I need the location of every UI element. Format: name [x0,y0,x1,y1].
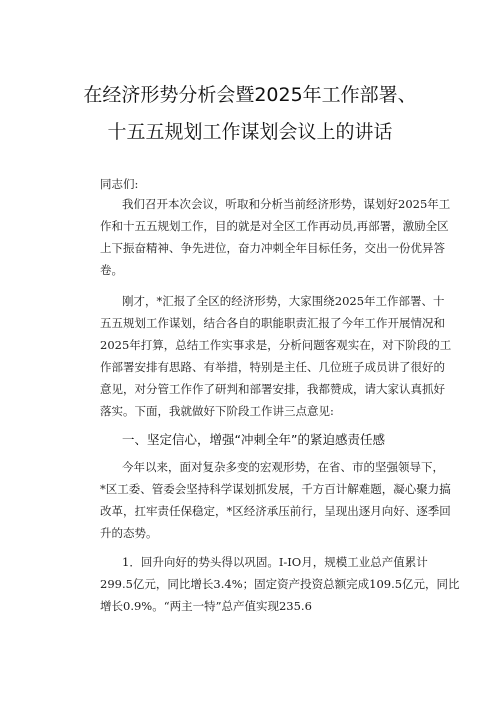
document-title-line-1: 在经济形势分析会暨2025年工作部署、 [83,84,417,106]
paragraph-line: 2025年打算，总结工作实事求是，分析问题客观实在，对下阶段的工 [100,338,452,352]
paragraph-line: *区工委、管委会坚持科学谋划抓发展，千方百计解难题，凝心聚力搞 [100,482,451,496]
paragraph-line: 刚才，*汇报了全区的经济形势，大家围绕2025年工作部署、十 [122,294,445,308]
paragraph-line: 今年以来，面对复杂多变的宏观形势，在省、市的坚强领导下， [122,460,444,474]
paragraph-line: 1．回升向好的势头得以巩固。I-IO月，规模工业总产值累计 [122,555,428,569]
paragraph-line: 卷。 [100,263,123,277]
paragraph-line: 意见，对分管工作作了研判和部署安排，我都赞成，请大家认真抓好 [100,382,445,396]
paragraph-line: 增长0.9%。“两主一特”总产值实现235.6 [100,599,312,613]
paragraph-point-1 [100,551,460,617]
section-heading-1: 一、坚定信心，增强“冲刺全年”的紧迫感责任感 [122,432,385,447]
paragraph-review [100,290,452,422]
paragraph-situation [100,456,451,544]
paragraph-line: 作和十五五规划工作，目的就是对全区工作再动员,再部署，激励全区 [100,219,449,233]
paragraph-line: 299.5亿元，同比增长3.4%；固定资产投资总额完成109.5亿元，同比 [100,577,460,591]
paragraph-line: 我们召开本次会议，听取和分析当前经济形势，谋划好2025年工 [122,197,451,211]
document-title-line-2: 十五五规划工作谋划会议上的讲话 [107,121,393,143]
paragraph-opening [100,193,451,281]
paragraph-line: 改革，扛牢责任保稳定，*区经济承压前行，呈现出逐月向好、逐季回 [100,504,451,518]
paragraph-line: 落实。下面，我就做好下阶段工作讲三点意见: [100,404,334,418]
salutation: 同志们: [100,177,139,191]
paragraph-line: 作部署安排有思路、有举措，特别是主任、几位班子成员讲了很好的 [100,360,445,374]
paragraph-line: 五五规划工作谋划，结合各自的职能职责汇报了今年工作开展情况和 [100,316,445,330]
paragraph-line: 上下振奋精神、争先进位，奋力冲刺全年目标任务，交出一份优异答 [100,241,445,255]
paragraph-line: 升的态势。 [100,526,158,540]
